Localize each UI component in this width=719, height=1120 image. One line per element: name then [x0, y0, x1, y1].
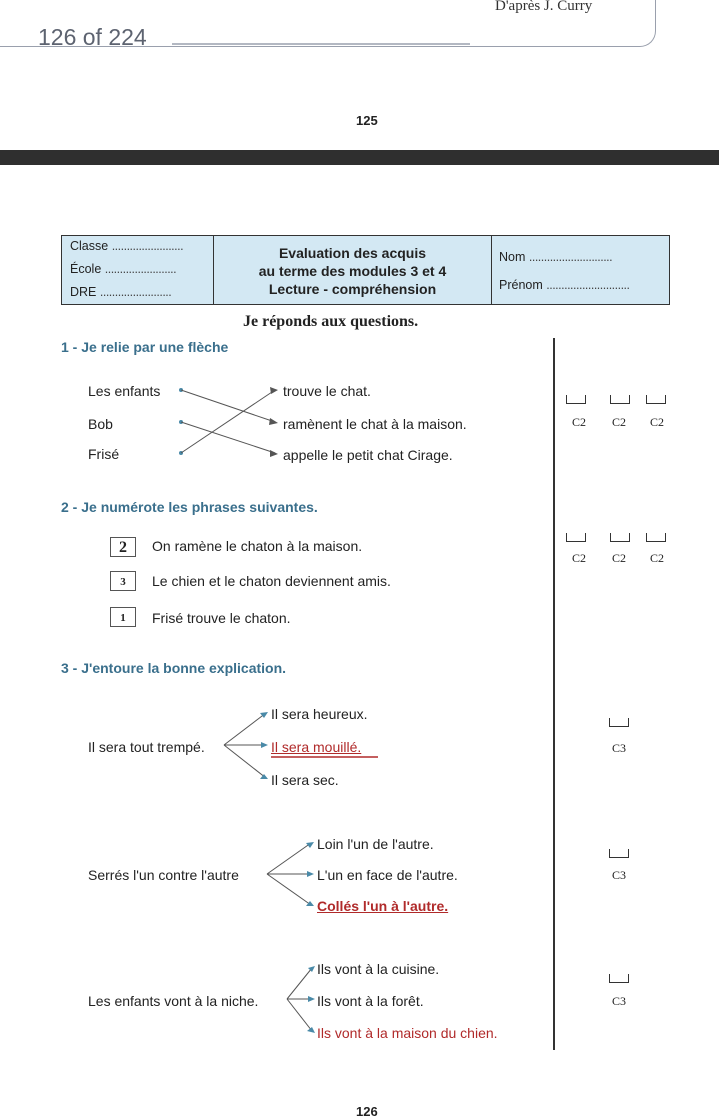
q2-code-3: C2 — [650, 551, 665, 565]
q1-code-1: C2 — [572, 415, 587, 429]
score-box[interactable] — [609, 849, 629, 858]
ecole-label: École — [70, 262, 102, 276]
eval-title-1: Evaluation des acquis — [278, 245, 427, 261]
q1-right-1: trouve le chat. — [283, 383, 371, 399]
q3-g2-option-1[interactable]: Loin l'un de l'autre. — [317, 836, 434, 852]
q3-g1-code: C3 — [612, 741, 627, 755]
q3-g2-option-3-answer[interactable]: Collés l'un à l'autre. — [317, 898, 449, 914]
page-number-bottom: 126 — [356, 1104, 378, 1119]
q3-title: 3 - J'entoure la bonne explication. — [61, 660, 287, 676]
q3-g3-code: C3 — [612, 994, 627, 1008]
author-credit: D'après J. Curry — [495, 0, 593, 14]
q2-number-box-1[interactable]: 2 — [110, 537, 136, 557]
instruction-heading: Je réponds aux questions. — [243, 313, 419, 330]
q2-sentence-3: Frisé trouve le chaton. — [152, 610, 291, 626]
eval-title-3: Lecture - compréhension — [268, 281, 437, 297]
q2-code-2: C2 — [612, 551, 627, 565]
q3-g1-option-2-answer[interactable]: Il sera mouillé. — [271, 739, 362, 755]
eval-title-2: au terme des modules 3 et 4 — [258, 263, 447, 279]
q2-sentence-1: On ramène le chaton à la maison. — [152, 538, 363, 554]
q3-g3-option-2[interactable]: Ils vont à la forêt. — [317, 993, 424, 1009]
q3-g2-option-2[interactable]: L'un en face de l'autre. — [317, 867, 458, 883]
q2-sentence-2: Le chien et le chaton deviennent amis. — [152, 573, 391, 589]
q2-title: 2 - Je numérote les phrases suivantes. — [61, 499, 318, 515]
q3-g3-prompt: Les enfants vont à la niche. — [88, 993, 259, 1009]
evaluation-header: Classe ........................ École ........................ DRE ........................ Evaluation des acquis au terme des modules 3 et 4 Lecture - compréhension Nom ............................ Prénom ............................ — [61, 235, 670, 305]
q3-g1-option-3[interactable]: Il sera sec. — [271, 772, 339, 788]
q1-left-1: Les enfants — [88, 383, 161, 399]
q1-code-3: C2 — [650, 415, 665, 429]
q1-left-2: Bob — [88, 416, 113, 432]
q2-number-box-3[interactable]: 1 — [110, 607, 136, 627]
q3-g3-option-3-answer[interactable]: Ils vont à la maison du chien. — [317, 1025, 498, 1041]
classe-label: Classe — [70, 239, 109, 253]
q1-left-3: Frisé — [88, 446, 120, 462]
q3-g2-prompt: Serrés l'un contre l'autre — [88, 867, 239, 883]
page-counter: 126 of 224 — [38, 24, 147, 50]
q3-g2-code: C3 — [612, 868, 627, 882]
q1-right-2: ramènent le chat à la maison. — [283, 416, 467, 432]
prenom-label: Prénom — [499, 278, 543, 292]
q2-code-1: C2 — [572, 551, 587, 565]
q1-right-3: appelle le petit chat Cirage. — [283, 447, 453, 463]
q3-g1-prompt: Il sera tout trempé. — [88, 739, 205, 755]
score-box[interactable] — [609, 718, 629, 727]
nom-label: Nom — [499, 250, 526, 264]
score-box[interactable] — [609, 974, 629, 983]
q1-code-2: C2 — [612, 415, 627, 429]
q2-number-box-2[interactable]: 3 — [110, 571, 136, 591]
page-number-top: 125 — [356, 113, 378, 128]
dre-label: DRE — [70, 285, 97, 299]
q3-g3-option-1[interactable]: Ils vont à la cuisine. — [317, 961, 440, 977]
q1-title: 1 - Je relie par une flèche — [61, 339, 229, 355]
q3-g1-option-1[interactable]: Il sera heureux. — [271, 706, 368, 722]
